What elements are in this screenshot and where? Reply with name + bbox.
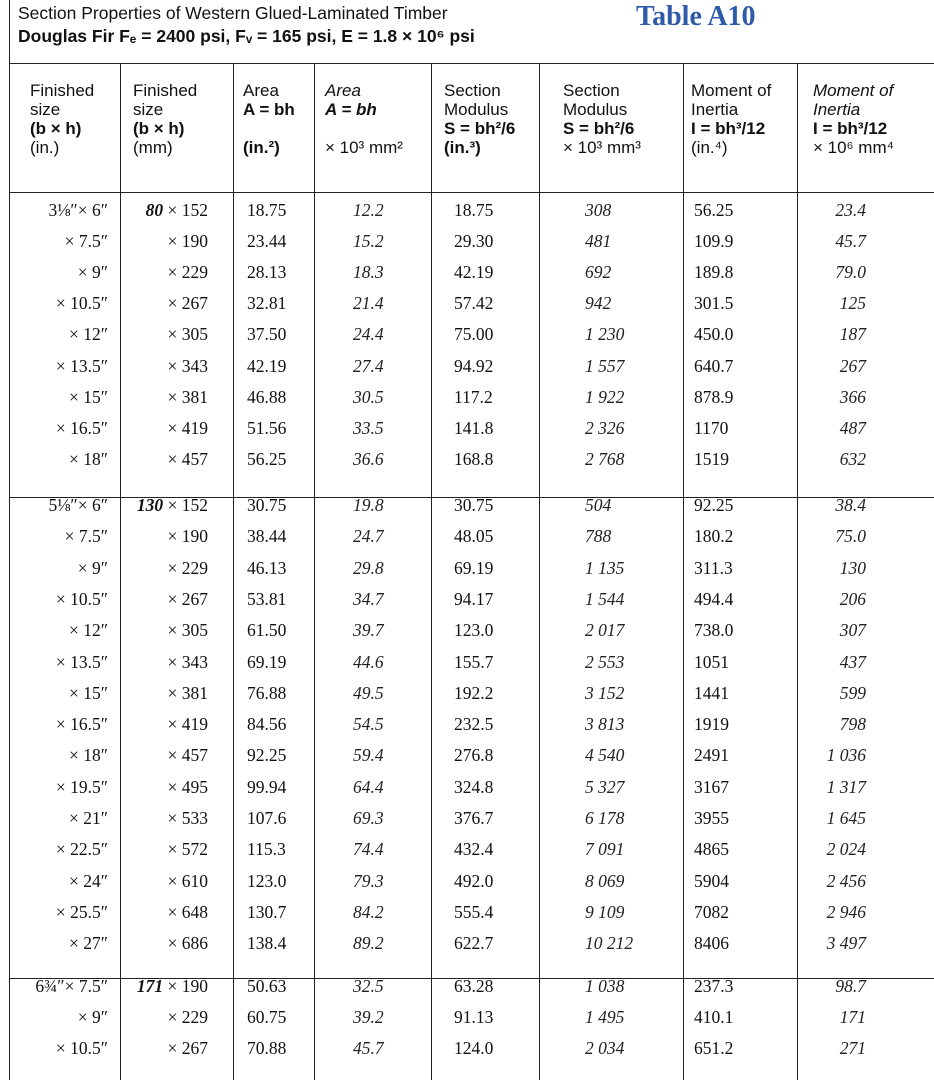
size-mm-cell: × 381 bbox=[167, 682, 208, 703]
size-in-cell: × 7.5″ bbox=[64, 526, 108, 547]
section-modulus-in-cell: 29.30 bbox=[454, 231, 494, 252]
moment-inertia-in-cell: 494.4 bbox=[694, 588, 734, 609]
moment-inertia-in-cell: 301.5 bbox=[694, 293, 734, 314]
moment-inertia-mm-cell: 98.7 bbox=[835, 976, 866, 996]
moment-inertia-in-cell: 237.3 bbox=[694, 976, 734, 996]
header-section-modulus-mm bbox=[563, 81, 641, 157]
size-mm-cell: × 229 bbox=[167, 557, 208, 578]
section-modulus-in-cell: 232.5 bbox=[454, 714, 494, 735]
size-mm-cell: × 457 bbox=[167, 745, 208, 766]
moment-inertia-in-cell: 2491 bbox=[694, 745, 729, 766]
size-mm-cell: × 229 bbox=[167, 262, 208, 283]
section-modulus-mm-cell: 3 152 bbox=[585, 682, 625, 703]
section-modulus-mm-cell: 3 813 bbox=[585, 714, 625, 735]
header-finished-size-in bbox=[30, 81, 94, 157]
area-in-cell: 76.88 bbox=[247, 682, 287, 703]
moment-inertia-in-cell: 450.0 bbox=[694, 324, 734, 345]
section-modulus-mm-cell: 1 038 bbox=[585, 976, 625, 996]
header-line: size bbox=[30, 100, 61, 119]
size-mm-cell: × 648 bbox=[167, 901, 208, 922]
section-modulus-mm-cell: 7 091 bbox=[585, 839, 625, 860]
area-mm-cell: 34.7 bbox=[353, 588, 384, 609]
section-modulus-mm-cell: 1 557 bbox=[585, 355, 625, 376]
area-in-cell: 130.7 bbox=[247, 901, 287, 922]
area-in-cell: 84.56 bbox=[247, 714, 287, 735]
size-in-cell: × 12″ bbox=[68, 620, 108, 641]
section-modulus-in-cell: 141.8 bbox=[454, 417, 494, 438]
moment-inertia-in-cell: 311.3 bbox=[694, 557, 733, 578]
size-in-cell: × 21″ bbox=[68, 808, 108, 828]
header-area-mm bbox=[325, 81, 403, 157]
size-in-cell: × 10.5″ bbox=[55, 1038, 108, 1058]
section-modulus-mm-cell: 2 034 bbox=[585, 1038, 625, 1058]
header-line: Section bbox=[444, 81, 501, 100]
moment-inertia-in-cell: 189.8 bbox=[694, 262, 734, 283]
moment-inertia-mm-cell: 75.0 bbox=[835, 526, 866, 547]
section-modulus-mm-cell: 481 bbox=[585, 231, 612, 252]
size-mm-cell: × 267 bbox=[167, 293, 208, 314]
header-line: Area bbox=[325, 81, 361, 100]
header-area-in bbox=[243, 81, 295, 157]
section-modulus-in-cell: 622.7 bbox=[454, 933, 494, 954]
section-modulus-mm-cell: 504 bbox=[585, 495, 612, 515]
area-in-cell: 53.81 bbox=[247, 588, 287, 609]
header-line: (in.⁴) bbox=[691, 138, 728, 157]
area-mm-cell: 32.5 bbox=[353, 976, 384, 996]
area-mm-cell: 64.4 bbox=[353, 776, 384, 797]
header-line: × 10³ mm³ bbox=[563, 138, 641, 157]
header-line: Inertia bbox=[813, 100, 861, 119]
header-line: S = bh²/6 bbox=[444, 119, 516, 138]
size-in-cell: × 18″ bbox=[68, 448, 108, 469]
area-in-cell: 99.94 bbox=[247, 776, 287, 797]
size-mm-cell: 130 × 152 bbox=[136, 495, 208, 515]
section-modulus-in-cell: 57.42 bbox=[454, 293, 494, 314]
header-line: A = bh bbox=[325, 100, 377, 119]
area-in-cell: 61.50 bbox=[247, 620, 287, 641]
area-in-cell: 23.44 bbox=[247, 231, 287, 252]
area-in-cell: 92.25 bbox=[247, 745, 287, 766]
section-modulus-mm-cell: 2 017 bbox=[585, 620, 625, 641]
section-modulus-mm-cell: 8 069 bbox=[585, 870, 625, 891]
area-mm-cell: 19.8 bbox=[353, 495, 384, 515]
header-line: size bbox=[133, 100, 164, 119]
header-line: Modulus bbox=[563, 100, 628, 119]
header-line: (b × h) bbox=[30, 119, 82, 138]
column-divider bbox=[431, 64, 432, 1080]
size-in-cell: 3⅛″× 6″ bbox=[48, 200, 108, 220]
moment-inertia-mm-cell: 187 bbox=[839, 324, 866, 345]
area-in-cell: 70.88 bbox=[247, 1038, 287, 1058]
moment-inertia-mm-cell: 2 456 bbox=[826, 870, 866, 891]
size-mm-cell: × 267 bbox=[167, 588, 208, 609]
area-mm-cell: 39.2 bbox=[353, 1007, 384, 1027]
moment-inertia-in-cell: 878.9 bbox=[694, 386, 734, 407]
size-in-cell: × 10.5″ bbox=[55, 293, 108, 314]
header-divider bbox=[9, 192, 934, 193]
metric-width-value: 171 bbox=[136, 976, 164, 996]
size-mm-cell: × 190 bbox=[167, 526, 208, 547]
area-in-cell: 50.63 bbox=[247, 976, 287, 996]
area-in-cell: 32.81 bbox=[247, 293, 287, 314]
size-in-cell: × 25.5″ bbox=[55, 901, 108, 922]
size-in-cell: × 7.5″ bbox=[64, 231, 108, 252]
moment-inertia-in-cell: 410.1 bbox=[694, 1007, 734, 1027]
area-mm-cell: 79.3 bbox=[353, 870, 384, 891]
moment-inertia-in-cell: 1170 bbox=[694, 417, 729, 438]
section-modulus-in-cell: 91.13 bbox=[454, 1007, 494, 1027]
moment-inertia-mm-cell: 437 bbox=[839, 651, 866, 672]
size-mm-cell: × 343 bbox=[167, 355, 208, 376]
size-mm-cell: 171 × 190 bbox=[136, 976, 208, 996]
header-moment-inertia-mm bbox=[813, 81, 894, 157]
area-in-cell: 138.4 bbox=[247, 933, 287, 954]
column-divider bbox=[797, 64, 798, 1080]
area-mm-cell: 29.8 bbox=[353, 557, 384, 578]
section-modulus-mm-cell: 308 bbox=[585, 200, 612, 220]
section-modulus-in-cell: 124.0 bbox=[454, 1038, 494, 1058]
section-modulus-in-cell: 18.75 bbox=[454, 200, 494, 220]
size-mm-cell: × 419 bbox=[167, 714, 208, 735]
area-mm-cell: 44.6 bbox=[353, 651, 384, 672]
section-modulus-in-cell: 492.0 bbox=[454, 870, 494, 891]
header-line: I = bh³/12 bbox=[813, 119, 888, 138]
size-mm-cell: 80 × 152 bbox=[145, 200, 208, 220]
metric-width-value: 130 bbox=[136, 495, 164, 515]
size-in-cell: × 19.5″ bbox=[55, 776, 108, 797]
moment-inertia-in-cell: 3955 bbox=[694, 808, 729, 828]
area-in-cell: 69.19 bbox=[247, 651, 287, 672]
area-in-cell: 18.75 bbox=[247, 200, 287, 220]
size-in-cell: × 16.5″ bbox=[55, 714, 108, 735]
moment-inertia-mm-cell: 79.0 bbox=[835, 262, 866, 283]
size-mm-cell: × 305 bbox=[167, 324, 208, 345]
size-in-cell: × 15″ bbox=[68, 386, 108, 407]
area-in-cell: 37.50 bbox=[247, 324, 287, 345]
header-moment-inertia-in bbox=[691, 81, 771, 157]
section-modulus-mm-cell: 1 922 bbox=[585, 386, 625, 407]
header-line: Moment of bbox=[691, 81, 772, 100]
moment-inertia-in-cell: 4865 bbox=[694, 839, 729, 860]
section-modulus-mm-cell: 5 327 bbox=[585, 776, 625, 797]
moment-inertia-mm-cell: 1 317 bbox=[826, 776, 866, 797]
moment-inertia-in-cell: 8406 bbox=[694, 933, 729, 954]
moment-inertia-mm-cell: 599 bbox=[839, 682, 866, 703]
moment-inertia-mm-cell: 130 bbox=[839, 557, 866, 578]
moment-inertia-in-cell: 5904 bbox=[694, 870, 729, 891]
header-line: (in.²) bbox=[243, 138, 280, 157]
moment-inertia-in-cell: 738.0 bbox=[694, 620, 734, 641]
column-divider bbox=[683, 64, 684, 1080]
moment-inertia-mm-cell: 2 024 bbox=[826, 839, 866, 860]
area-mm-cell: 49.5 bbox=[353, 682, 384, 703]
header-finished-size-mm bbox=[133, 81, 197, 157]
header-line: (in.³) bbox=[444, 138, 481, 157]
header-line: Area bbox=[243, 81, 279, 100]
size-in-cell: × 10.5″ bbox=[55, 588, 108, 609]
section-modulus-in-cell: 75.00 bbox=[454, 324, 494, 345]
section-modulus-in-cell: 376.7 bbox=[454, 808, 494, 828]
header-line: Moment of bbox=[813, 81, 894, 100]
header-line: S = bh²/6 bbox=[563, 119, 635, 138]
column-divider bbox=[314, 64, 315, 1080]
area-mm-cell: 74.4 bbox=[353, 839, 384, 860]
area-in-cell: 123.0 bbox=[247, 870, 287, 891]
size-mm-cell: × 381 bbox=[167, 386, 208, 407]
section-modulus-in-cell: 48.05 bbox=[454, 526, 494, 547]
area-in-cell: 28.13 bbox=[247, 262, 287, 283]
size-in-cell: × 22.5″ bbox=[55, 839, 108, 860]
size-in-cell: × 27″ bbox=[68, 933, 108, 954]
area-mm-cell: 30.5 bbox=[353, 386, 384, 407]
area-in-cell: 107.6 bbox=[247, 808, 287, 828]
area-in-cell: 115.3 bbox=[247, 839, 286, 860]
size-mm-cell: × 533 bbox=[167, 808, 208, 828]
size-mm-cell: × 190 bbox=[167, 231, 208, 252]
size-in-cell: × 18″ bbox=[68, 745, 108, 766]
header-section-modulus-in bbox=[444, 81, 515, 157]
section-modulus-in-cell: 168.8 bbox=[454, 448, 494, 469]
moment-inertia-mm-cell: 3 497 bbox=[826, 933, 866, 954]
header-line: × 10⁶ mm⁴ bbox=[813, 138, 894, 157]
area-mm-cell: 24.7 bbox=[353, 526, 384, 547]
area-mm-cell: 54.5 bbox=[353, 714, 384, 735]
section-modulus-in-cell: 324.8 bbox=[454, 776, 494, 797]
section-modulus-in-cell: 155.7 bbox=[454, 651, 494, 672]
moment-inertia-mm-cell: 2 946 bbox=[826, 901, 866, 922]
moment-inertia-in-cell: 7082 bbox=[694, 901, 729, 922]
area-mm-cell: 69.3 bbox=[353, 808, 384, 828]
size-in-cell: × 24″ bbox=[68, 870, 108, 891]
moment-inertia-mm-cell: 366 bbox=[839, 386, 866, 407]
size-mm-cell: × 610 bbox=[167, 870, 208, 891]
section-modulus-in-cell: 192.2 bbox=[454, 682, 494, 703]
moment-inertia-in-cell: 1919 bbox=[694, 714, 729, 735]
section-modulus-mm-cell: 2 768 bbox=[585, 448, 625, 469]
area-mm-cell: 24.4 bbox=[353, 324, 384, 345]
size-in-cell: × 15″ bbox=[68, 682, 108, 703]
section-modulus-in-cell: 63.28 bbox=[454, 976, 494, 996]
area-mm-cell: 45.7 bbox=[353, 1038, 384, 1058]
area-in-cell: 30.75 bbox=[247, 495, 287, 515]
moment-inertia-mm-cell: 267 bbox=[839, 355, 866, 376]
size-mm-cell: × 343 bbox=[167, 651, 208, 672]
moment-inertia-mm-cell: 125 bbox=[839, 293, 866, 314]
section-modulus-mm-cell: 1 544 bbox=[585, 588, 625, 609]
size-mm-cell: × 305 bbox=[167, 620, 208, 641]
moment-inertia-mm-cell: 1 036 bbox=[826, 745, 866, 766]
moment-inertia-in-cell: 651.2 bbox=[694, 1038, 734, 1058]
moment-inertia-in-cell: 1441 bbox=[694, 682, 729, 703]
size-mm-cell: × 229 bbox=[167, 1007, 208, 1027]
area-in-cell: 38.44 bbox=[247, 526, 287, 547]
area-in-cell: 60.75 bbox=[247, 1007, 287, 1027]
section-modulus-in-cell: 117.2 bbox=[454, 386, 493, 407]
header-line: A = bh bbox=[243, 100, 295, 119]
moment-inertia-mm-cell: 38.4 bbox=[835, 495, 866, 515]
moment-inertia-mm-cell: 632 bbox=[839, 448, 866, 469]
moment-inertia-in-cell: 3167 bbox=[694, 776, 729, 797]
moment-inertia-in-cell: 180.2 bbox=[694, 526, 734, 547]
size-mm-cell: × 686 bbox=[167, 933, 208, 954]
section-modulus-mm-cell: 1 230 bbox=[585, 324, 625, 345]
moment-inertia-mm-cell: 45.7 bbox=[835, 231, 866, 252]
section-modulus-in-cell: 69.19 bbox=[454, 557, 494, 578]
table-subtitle: Douglas Fir Fₑ = 2400 psi, Fᵥ = 165 psi, E = 1.8 × 10⁶ psi bbox=[18, 26, 475, 46]
header-line: Finished bbox=[133, 81, 198, 100]
moment-inertia-in-cell: 1519 bbox=[694, 448, 729, 469]
area-mm-cell: 18.3 bbox=[353, 262, 384, 283]
moment-inertia-mm-cell: 271 bbox=[839, 1038, 866, 1058]
size-in-cell: 5⅛″× 6″ bbox=[48, 495, 108, 515]
section-modulus-mm-cell: 942 bbox=[585, 293, 612, 314]
section-modulus-mm-cell: 6 178 bbox=[585, 808, 625, 828]
area-mm-cell: 39.7 bbox=[353, 620, 384, 641]
size-in-cell: × 9″ bbox=[77, 557, 108, 578]
size-in-cell: × 13.5″ bbox=[55, 355, 108, 376]
size-mm-cell: × 572 bbox=[167, 839, 208, 860]
moment-inertia-in-cell: 56.25 bbox=[694, 200, 734, 220]
header-line: (b × h) bbox=[133, 119, 185, 138]
section-modulus-in-cell: 42.19 bbox=[454, 262, 494, 283]
metric-width-value: 80 bbox=[145, 200, 164, 220]
area-mm-cell: 89.2 bbox=[353, 933, 384, 954]
table-title: Section Properties of Western Glued-Laminated Timber bbox=[18, 3, 448, 23]
section-modulus-in-cell: 276.8 bbox=[454, 745, 494, 766]
moment-inertia-mm-cell: 171 bbox=[839, 1007, 866, 1027]
size-mm-cell: × 457 bbox=[167, 448, 208, 469]
header-line: Inertia bbox=[691, 100, 739, 119]
moment-inertia-mm-cell: 1 645 bbox=[826, 808, 866, 828]
area-mm-cell: 21.4 bbox=[353, 293, 384, 314]
moment-inertia-mm-cell: 206 bbox=[839, 588, 866, 609]
section-modulus-mm-cell: 1 135 bbox=[585, 557, 625, 578]
area-mm-cell: 12.2 bbox=[353, 200, 384, 220]
section-modulus-in-cell: 123.0 bbox=[454, 620, 494, 641]
section-modulus-mm-cell: 692 bbox=[585, 262, 612, 283]
size-mm-cell: × 267 bbox=[167, 1038, 208, 1058]
size-in-cell: × 16.5″ bbox=[55, 417, 108, 438]
size-in-cell: × 9″ bbox=[77, 262, 108, 283]
moment-inertia-mm-cell: 23.4 bbox=[835, 200, 866, 220]
moment-inertia-in-cell: 640.7 bbox=[694, 355, 734, 376]
area-mm-cell: 33.5 bbox=[353, 417, 384, 438]
header-line bbox=[243, 119, 295, 138]
size-mm-cell: × 495 bbox=[167, 776, 208, 797]
header-line bbox=[325, 119, 403, 138]
area-mm-cell: 15.2 bbox=[353, 231, 384, 252]
moment-inertia-mm-cell: 487 bbox=[839, 417, 866, 438]
section-modulus-mm-cell: 10 212 bbox=[585, 933, 634, 954]
size-mm-cell: × 419 bbox=[167, 417, 208, 438]
section-modulus-in-cell: 94.92 bbox=[454, 355, 494, 376]
header-line: Finished bbox=[30, 81, 95, 100]
area-in-cell: 42.19 bbox=[247, 355, 287, 376]
column-divider bbox=[233, 64, 234, 1080]
area-in-cell: 46.88 bbox=[247, 386, 287, 407]
moment-inertia-mm-cell: 798 bbox=[839, 714, 866, 735]
header-line: Modulus bbox=[444, 100, 509, 119]
area-in-cell: 46.13 bbox=[247, 557, 287, 578]
section-modulus-in-cell: 94.17 bbox=[454, 588, 494, 609]
moment-inertia-mm-cell: 307 bbox=[839, 620, 866, 641]
section-modulus-mm-cell: 1 495 bbox=[585, 1007, 625, 1027]
section-modulus-in-cell: 555.4 bbox=[454, 901, 494, 922]
header-line: I = bh³/12 bbox=[691, 119, 766, 138]
moment-inertia-in-cell: 109.9 bbox=[694, 231, 734, 252]
area-mm-cell: 84.2 bbox=[353, 901, 384, 922]
header-line: (in.) bbox=[30, 138, 60, 157]
section-modulus-mm-cell: 788 bbox=[585, 526, 612, 547]
area-mm-cell: 59.4 bbox=[353, 745, 384, 766]
size-in-cell: × 9″ bbox=[77, 1007, 108, 1027]
section-modulus-mm-cell: 2 553 bbox=[585, 651, 625, 672]
section-modulus-in-cell: 432.4 bbox=[454, 839, 494, 860]
section-modulus-in-cell: 30.75 bbox=[454, 495, 494, 515]
header-line: Section bbox=[563, 81, 620, 100]
size-in-cell: × 12″ bbox=[68, 324, 108, 345]
moment-inertia-in-cell: 92.25 bbox=[694, 495, 734, 515]
section-modulus-mm-cell: 9 109 bbox=[585, 901, 625, 922]
column-divider bbox=[539, 64, 540, 1080]
moment-inertia-in-cell: 1051 bbox=[694, 651, 729, 672]
area-mm-cell: 27.4 bbox=[353, 355, 384, 376]
size-in-cell: 6¾″× 7.5″ bbox=[35, 976, 108, 996]
header-line: × 10³ mm² bbox=[325, 138, 403, 157]
area-in-cell: 51.56 bbox=[247, 417, 287, 438]
header-line: (mm) bbox=[133, 138, 173, 157]
area-in-cell: 56.25 bbox=[247, 448, 287, 469]
section-modulus-mm-cell: 4 540 bbox=[585, 745, 625, 766]
size-in-cell: × 13.5″ bbox=[55, 651, 108, 672]
table-number-label: Table A10 bbox=[636, 1, 756, 32]
area-mm-cell: 36.6 bbox=[353, 448, 384, 469]
section-modulus-mm-cell: 2 326 bbox=[585, 417, 625, 438]
